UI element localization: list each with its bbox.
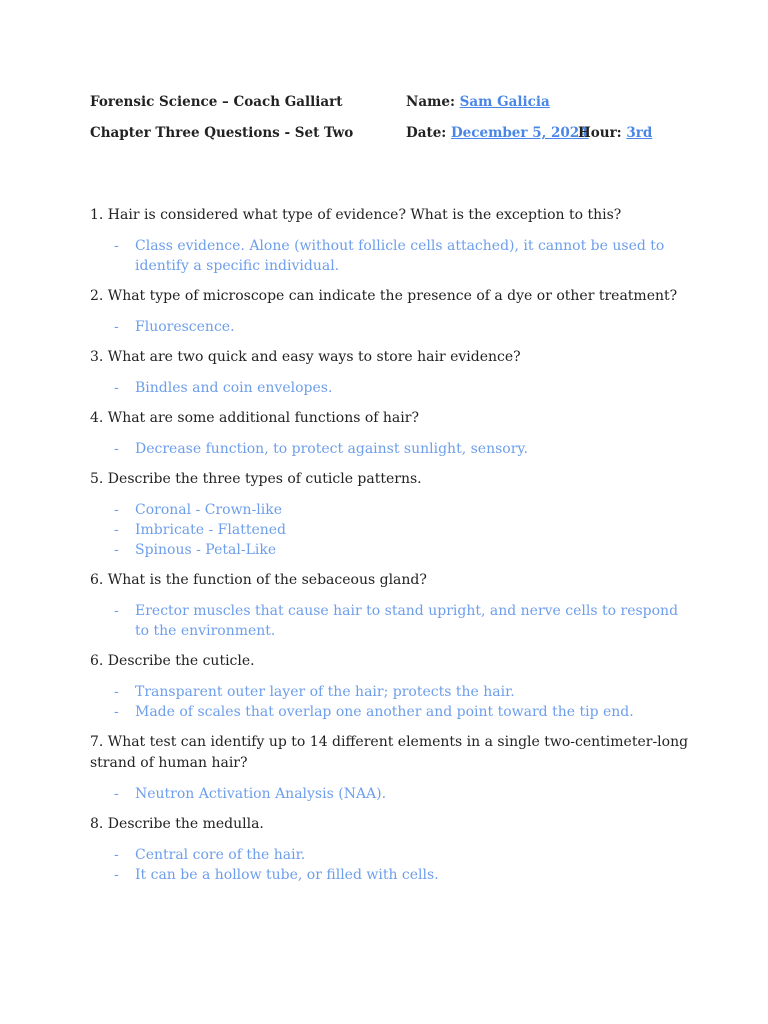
- course-title: Forensic Science – Coach Galliart: [90, 94, 343, 110]
- answer-item: [90, 702, 690, 722]
- answer-item: [90, 601, 690, 641]
- dash-bullet-icon: -: [114, 704, 119, 720]
- answer-item: [90, 439, 690, 459]
- answer-list: [90, 439, 690, 459]
- question-text: 1. Hair is considered what type of evidence? What is the exception to this?: [90, 207, 622, 223]
- question-block: [90, 469, 690, 560]
- answer-text: Made of scales that overlap one another and point toward the tip end.: [135, 704, 634, 720]
- date-field: [406, 125, 589, 141]
- hour-field: [578, 125, 652, 141]
- answer-text: Bindles and coin envelopes.: [135, 380, 333, 396]
- name-label: Name:: [406, 94, 455, 110]
- dash-bullet-icon: -: [114, 380, 119, 396]
- answer-item: [90, 540, 690, 560]
- answer-item: [90, 682, 690, 702]
- question-text: 3. What are two quick and easy ways to store hair evidence?: [90, 349, 521, 365]
- question-list: [90, 205, 690, 895]
- answer-item: [90, 500, 690, 520]
- answer-list: [90, 317, 690, 337]
- answer-text: It can be a hollow tube, or filled with cells.: [135, 867, 439, 883]
- question-text: 5. Describe the three types of cuticle patterns.: [90, 471, 422, 487]
- answer-list: [90, 784, 690, 804]
- question-text: 4. What are some additional functions of hair?: [90, 410, 419, 426]
- dash-bullet-icon: -: [114, 502, 119, 518]
- answer-text: Fluorescence.: [135, 319, 235, 335]
- dash-bullet-icon: -: [114, 238, 119, 254]
- answer-text: Erector muscles that cause hair to stand upright, and nerve cells to respond to the environment.: [135, 603, 679, 639]
- answer-text: Central core of the hair.: [135, 847, 306, 863]
- question-block: [90, 286, 690, 337]
- dash-bullet-icon: -: [114, 847, 119, 863]
- question-block: [90, 732, 690, 804]
- answer-text: Decrease function, to protect against sunlight, sensory.: [135, 441, 528, 457]
- dash-bullet-icon: -: [114, 542, 119, 558]
- answer-item: [90, 865, 690, 885]
- date-value[interactable]: December 5, 2024: [450, 125, 589, 141]
- hour-value[interactable]: 3rd: [626, 125, 653, 141]
- dash-bullet-icon: -: [114, 441, 119, 457]
- answer-list: [90, 845, 690, 885]
- answer-text: Imbricate - Flattened: [135, 522, 287, 538]
- answer-list: [90, 378, 690, 398]
- dash-bullet-icon: -: [114, 684, 119, 700]
- answer-text: Transparent outer layer of the hair; protects the hair.: [135, 684, 515, 700]
- question-text: 6. What is the function of the sebaceous gland?: [90, 572, 427, 588]
- dash-bullet-icon: -: [114, 319, 119, 335]
- question-block: [90, 814, 690, 885]
- question-text: 7. What test can identify up to 14 different elements in a single two-centimeter-long strand of human hair?: [90, 734, 689, 771]
- answer-list: [90, 601, 690, 641]
- question-block: [90, 651, 690, 722]
- dash-bullet-icon: -: [114, 867, 119, 883]
- name-value[interactable]: Sam Galicia: [459, 94, 550, 110]
- question-block: [90, 570, 690, 641]
- answer-item: [90, 236, 690, 276]
- question-text: 6. Describe the cuticle.: [90, 653, 255, 669]
- name-field: [406, 94, 550, 110]
- answer-text: Spinous - Petal-Like: [135, 542, 277, 558]
- question-text: 8. Describe the medulla.: [90, 816, 264, 832]
- hour-label: Hour:: [578, 125, 622, 141]
- question-block: [90, 408, 690, 459]
- assignment-title: Chapter Three Questions - Set Two: [90, 125, 354, 141]
- answer-item: [90, 378, 690, 398]
- answer-list: [90, 500, 690, 560]
- answer-item: [90, 845, 690, 865]
- date-label: Date:: [406, 125, 447, 141]
- answer-text: Class evidence. Alone (without follicle cells attached), it cannot be used to identify a specific individual.: [135, 238, 665, 274]
- dash-bullet-icon: -: [114, 603, 119, 619]
- question-block: [90, 205, 690, 276]
- question-block: [90, 347, 690, 398]
- question-text: 2. What type of microscope can indicate the presence of a dye or other treatment?: [90, 288, 678, 304]
- answer-list: [90, 682, 690, 722]
- dash-bullet-icon: -: [114, 786, 119, 802]
- answer-item: [90, 317, 690, 337]
- answer-text: Coronal - Crown-like: [135, 502, 283, 518]
- answer-item: [90, 520, 690, 540]
- answer-list: [90, 236, 690, 276]
- answer-item: [90, 784, 690, 804]
- answer-text: Neutron Activation Analysis (NAA).: [135, 786, 387, 802]
- dash-bullet-icon: -: [114, 522, 119, 538]
